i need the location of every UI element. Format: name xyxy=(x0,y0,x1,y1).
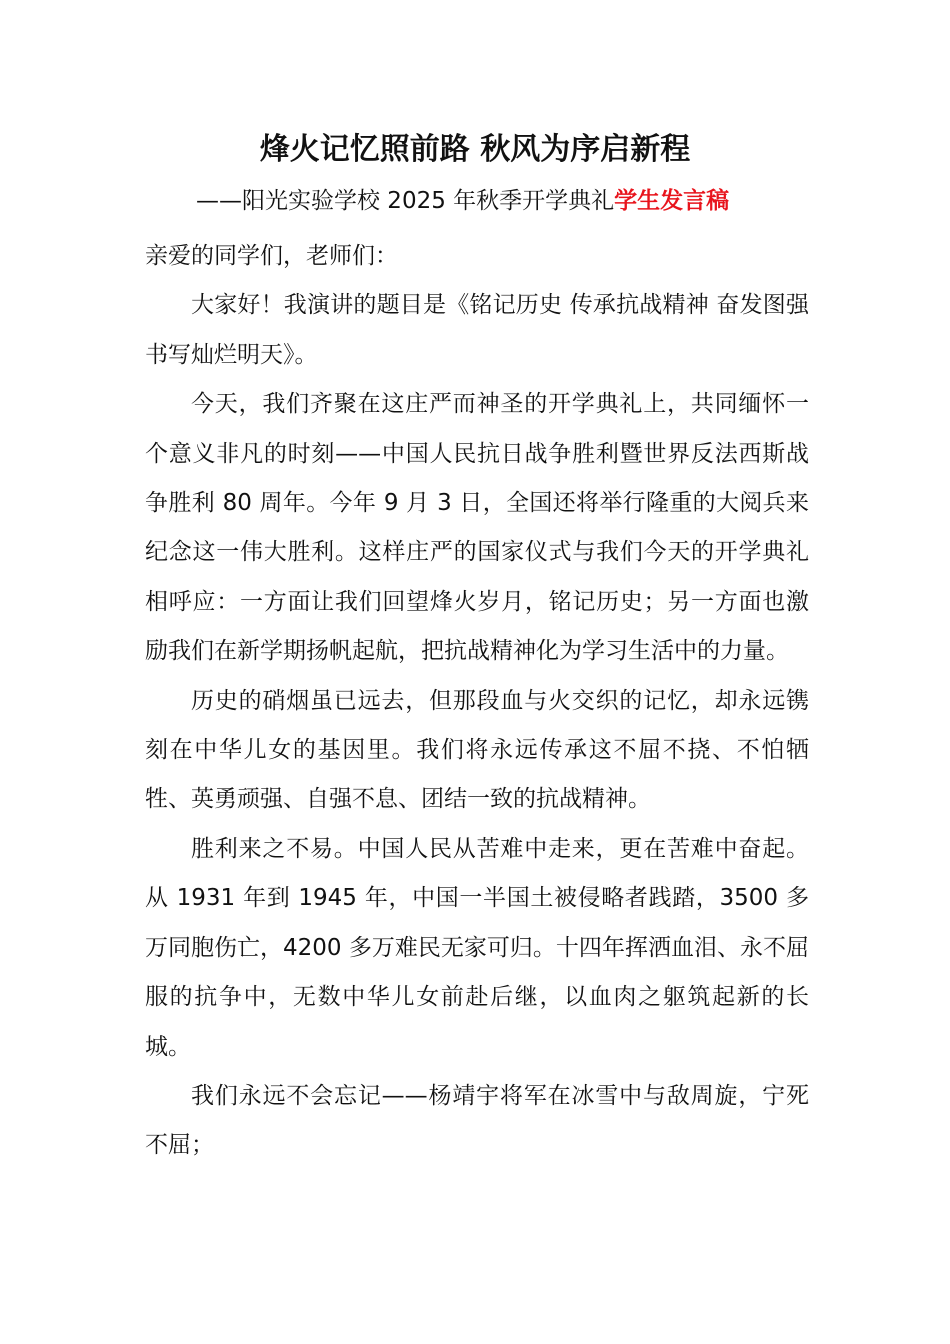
paragraph-5: 我们永远不会忘记——杨靖宇将军在冰雪中与敌周旋，宁死不屈； xyxy=(145,1082,809,1159)
subtitle-prefix: ——阳光实验学校 2025 年秋季开学典礼 xyxy=(196,188,615,214)
greeting: 亲爱的同学们，老师们： xyxy=(145,243,398,269)
paragraph-2: 今天，我们齐聚在这庄严而神圣的开学典礼上，共同缅怀一个意义非凡的时刻——中国人民抗日战争胜利暨世界反法西斯战争胜利 80 周年。今年 9 月 3 日，全国还将举行隆重的大阅兵来纪念这一伟大胜利。这样庄严的国家仪式与我们今天的开学典礼相呼应：一方面让我们回望烽火岁月，铭记历史；另一方面也激励我们在新学期扬帆起航，把抗战精神化为学习生活中的力量。 xyxy=(145,391,809,665)
page-title: 烽火记忆照前路 秋风为序启新程 xyxy=(259,132,691,167)
paragraph-1: 大家好！我演讲的题目是《铭记历史 传承抗战精神 奋发图强 书写灿烂明天》。 xyxy=(145,292,809,368)
speech-body xyxy=(145,232,809,1171)
paragraph-3: 历史的硝烟虽已远去，但那段血与火交织的记忆，却永远镌刻在中华儿女的基因里。我们将永远传承这不屈不挠、不怕牺牲、英勇顽强、自强不息、团结一致的抗战精神。 xyxy=(145,687,809,813)
subtitle xyxy=(196,183,836,219)
paragraph-4: 胜利来之不易。中国人民从苦难中走来，更在苦难中奋起。从 1931 年到 1945 年，中国一半国土被侵略者践踏，3500 多万同胞伤亡，4200 多万难民无家可归。十四年挥洒血泪、永不屈服的抗争中，无数中华儿女前赴后继，以血肉之躯筑起新的长城。 xyxy=(145,835,809,1060)
subtitle-highlight: 学生发言稿 xyxy=(614,188,730,214)
